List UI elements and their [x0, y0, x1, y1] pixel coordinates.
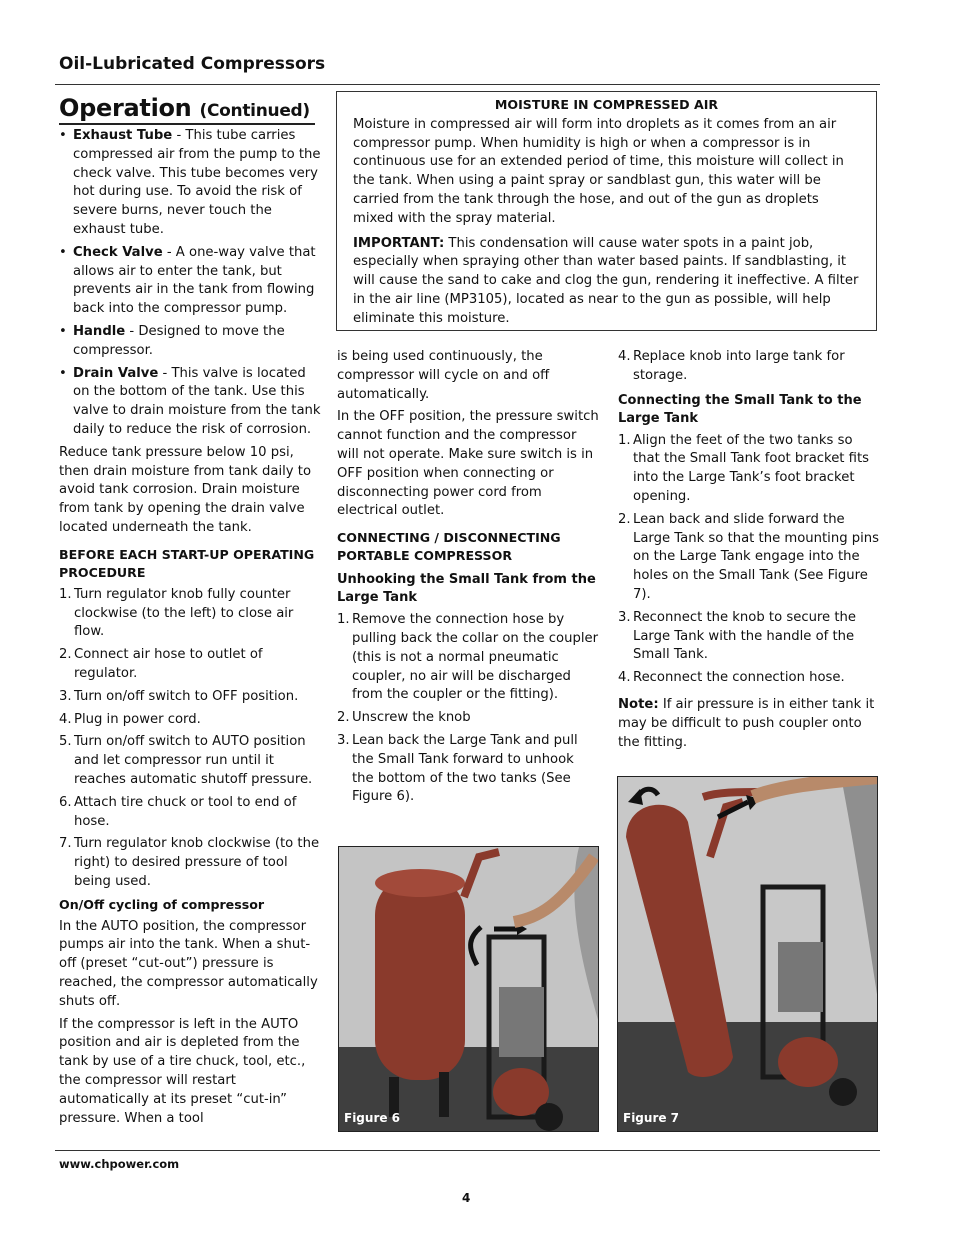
cycling-paragraph-2: If the compressor is left in the AUTO position and air is depleted from the tank by use of a tire chuck, tool, etc., the compressor will restart automatically at its preset “cut-in” pressure. When a tool [59, 1016, 306, 1126]
connect-step: 3. Reconnect the knob to secure the Large Tank with the handle of the Small Tank. [618, 609, 857, 663]
figure-7 [617, 776, 878, 1132]
drain-paragraph: Reduce tank pressure below 10 psi, then drain moisture from tank daily to avoid tank corrosion. Drain moisture from tank by opening the drain valve located underneath the tank. [59, 444, 312, 535]
startup-step: 4. Plug in power cord. [59, 711, 201, 727]
title-continued: (Continued) [199, 101, 310, 121]
startup-step: 5. Turn on/off switch to AUTO position and let compressor run until it reaches automatic shutoff pressure. [59, 734, 313, 787]
connect-step: 2. Lean back and slide forward the Large Tank so that the mounting pins on the Large Tank engage into the holes on the Small Tank (See Figure 7). [618, 511, 880, 602]
bullet-exhaust-tube: • Exhaust Tube - This tube carries compressed air from the pump to the check valve. This tube becomes very hot during use. To avoid the risk of severe burns, never touch the exhaust tube. [59, 127, 321, 240]
continued-paragraph-2: In the OFF position, the pressure switch cannot function and the compressor will not operate. Make sure switch is in OFF position when connecting or disconnecting power cord from electrical outlet. [337, 409, 599, 519]
figure-6-photo [339, 847, 599, 1132]
startup-step: 7. Turn regulator knob clockwise (to the right) to desired pressure of tool being used. [59, 836, 320, 889]
figure-6-caption: Figure 6 [344, 1111, 401, 1125]
unhook-step: 2. Unscrew the knob [337, 710, 471, 726]
footer-url[interactable]: www.chpower.com [59, 1157, 180, 1171]
figure-6 [338, 846, 599, 1132]
unhook-heading: Unhooking the Small Tank from the Large Tank [337, 572, 596, 606]
continued-paragraph-1: is being used continuously, the compressor will cycle on and off automatically. [337, 349, 550, 402]
startup-step: 3. Turn on/off switch to OFF position. [59, 688, 299, 704]
connect-step: 4. Reconnect the connection hose. [618, 670, 845, 686]
section-title: Oil-Lubricated Compressors [59, 54, 326, 74]
title-operation: Operation [59, 94, 192, 122]
note-paragraph: Note: If air pressure is in either tank it may be difficult to push coupler onto the fitting. [618, 696, 875, 750]
bullet-handle: • Handle - Designed to move the compressor. [59, 323, 321, 361]
startup-step: 1. Turn regulator knob fully counter clockwise (to the left) to close air flow. [59, 586, 294, 640]
moisture-notice-box [336, 91, 877, 331]
important-paragraph: IMPORTANT: This condensation will cause water spots in a paint job, especially when spraying other than water based paints. If sandblasting, it will cause the sand to cake and clog the gun, rendering it ineffective. A filter in the air line (MP3105), located as near to the gun as possible, will help eliminate this moisture. [353, 235, 859, 326]
unhook-step: 1. Remove the connection hose by pulling back the collar on the coupler (this is not a normal pneumatic coupler, no air will be discharged from the coupler or the fitting). [337, 612, 599, 703]
page-title [59, 94, 310, 122]
cycling-heading: On/Off cycling of compressor [59, 896, 265, 912]
left-column [59, 127, 321, 1132]
bullet-drain-valve: • Drain Valve - This valve is located on the bottom of the tank. Use this valve to drain moisture from the tank daily to reduce the risk of corrosion. [59, 365, 321, 440]
right-column [618, 348, 880, 756]
moisture-box-title: MOISTURE IN COMPRESSED AIR [494, 97, 719, 112]
title-underline [59, 123, 315, 125]
connect-heading: Connecting the Small Tank to the Large Tank [618, 392, 862, 426]
middle-column [337, 348, 599, 811]
connect-step: 1. Align the feet of the two tanks so that the Small Tank foot bracket fits into the Large Tank’s foot bracket opening. [618, 432, 870, 504]
figure-7-caption: Figure 7 [623, 1111, 680, 1125]
unhook-step: 3. Lean back the Large Tank and pull the Small Tank forward to unhook the bottom of the two tanks (See Figure 6). [337, 732, 578, 805]
cycling-paragraph-1: In the AUTO position, the compressor pumps air into the tank. When a shut-off (preset “cut-out”) pressure is reached, the compressor automatically shuts off. [59, 918, 318, 1009]
moisture-paragraph: Moisture in compressed air will form into droplets as it comes from an air compressor pump. When humidity is high or when a compressor is in continuous use for an extended period of time, this moisture will collect in the tank. When using a paint spray or sandblast gun, this water will be carried from the tank through the hose, and out of the gun as droplets mixed with the spray material. [353, 116, 844, 226]
bullet-check-valve: • Check Valve - A one-way valve that allows air to enter the tank, but prevents air in the tank from flowing back into the compressor pump. [59, 244, 321, 319]
connecting-heading: CONNECTING / DISCONNECTING PORTABLE COMPRESSOR [337, 530, 561, 564]
page-number: 4 [462, 1191, 471, 1205]
startup-step: 6. Attach tire chuck or tool to end of hose. [59, 794, 297, 829]
unhook-step-4: 4. Replace knob into large tank for storage. [618, 349, 845, 383]
startup-heading: BEFORE EACH START-UP OPERATING PROCEDURE [59, 546, 315, 580]
bottom-divider [55, 1150, 880, 1151]
startup-step: 2. Connect air hose to outlet of regulator. [59, 647, 263, 681]
figure-7-photo [618, 777, 878, 1132]
top-divider [55, 84, 880, 85]
